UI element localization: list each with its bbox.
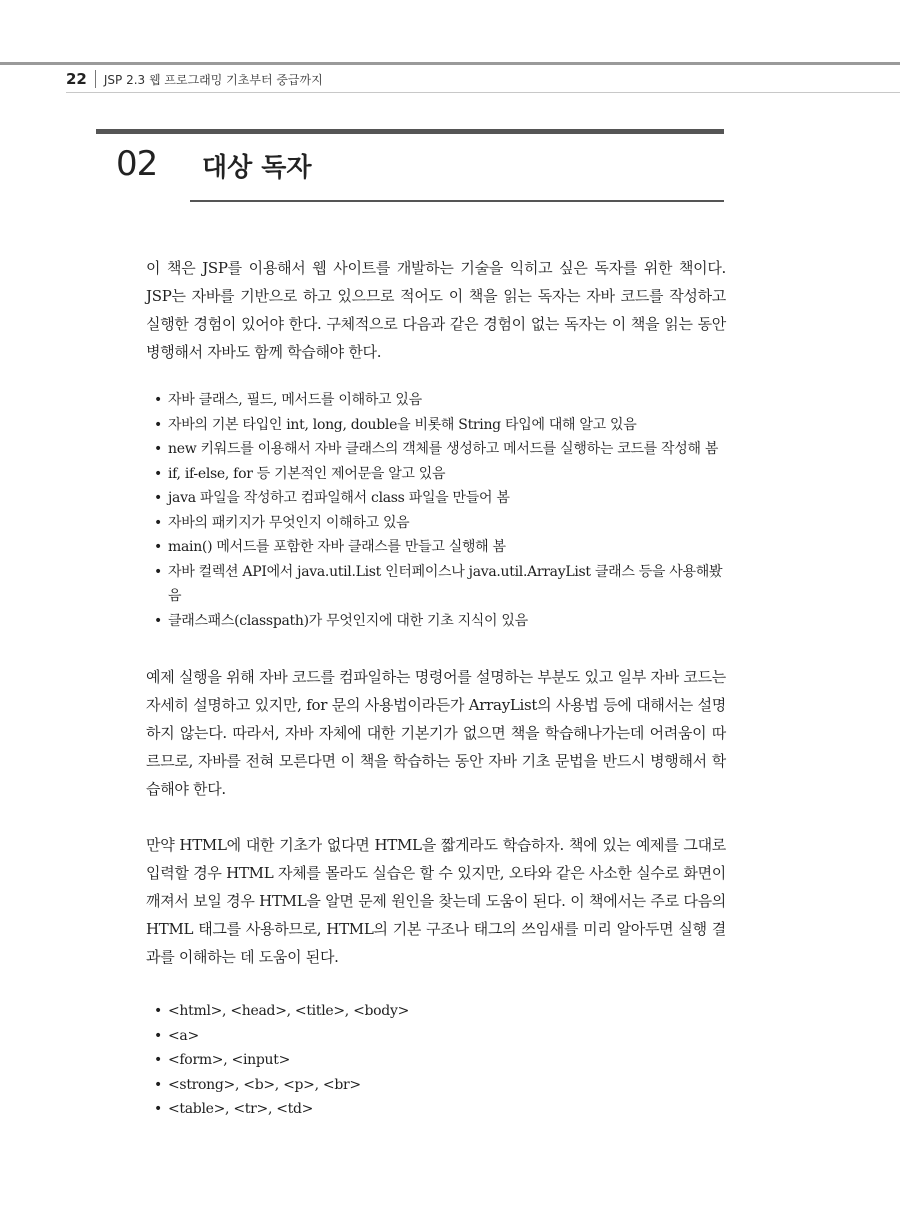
list-item (146, 486, 726, 511)
list-item-text: if, if-else, for 등 기본적인 제어문을 알고 있음 (168, 465, 446, 482)
list-item-text: <form>, <input> (168, 1052, 290, 1068)
bullet-icon: • (154, 563, 162, 580)
list-item (146, 609, 726, 634)
list-item (146, 1048, 726, 1073)
list-item (146, 511, 726, 536)
top-rule (0, 62, 900, 65)
list-item-text: 클래스패스(classpath)가 무엇인지에 대한 기초 지식이 있음 (168, 612, 528, 629)
list-item (146, 1097, 726, 1122)
list-item-text: main() 메서드를 포함한 자바 클래스를 만들고 실행해 봄 (168, 539, 506, 555)
bullet-icon: • (154, 1027, 162, 1044)
bullet-icon: • (154, 392, 162, 408)
page-number: 22 (66, 70, 87, 88)
intro-paragraph: 이 책은 JSP를 이용해서 웹 사이트를 개발하는 기술을 익히고 싶은 독자를 위한 책이다. JSP는 자바를 기반으로 하고 있으므로 적어도 이 책을 읽는 독자는 자바 코드를 작성하고 실행한 경험이 있어야 한다. 구체적으로 다음과 같은 경험이 없는 독자는 이 책을 읽는 동안 병행해서 자바도 함께 학습해야 한다. (146, 259, 726, 361)
bullet-icon: • (154, 1076, 162, 1093)
html-tags-list (146, 999, 726, 1122)
list-item (146, 1073, 726, 1098)
list-item (146, 413, 726, 438)
bullet-icon: • (154, 490, 162, 506)
list-item (146, 437, 726, 462)
header-divider (95, 70, 96, 88)
experience-list (146, 388, 726, 633)
bullet-icon: • (154, 1003, 162, 1019)
list-item (146, 560, 726, 609)
list-item-text: java 파일을 작성하고 컴파일해서 class 파일을 만들어 봄 (168, 490, 510, 506)
list-item-text: 자바 컬렉션 API에서 java.util.List 인터페이스나 java.util.ArrayList 클래스 등을 사용해봤음 (168, 563, 723, 604)
section-bar (96, 129, 724, 134)
list-item-text: 자바의 패키지가 무엇인지 이해하고 있음 (168, 514, 410, 531)
bullet-icon: • (154, 1101, 162, 1117)
bullet-icon: • (154, 539, 162, 555)
list-item-text: <html>, <head>, <title>, <body> (168, 1003, 410, 1019)
section-title: 대상 독자 (202, 153, 312, 183)
list-item (146, 999, 726, 1024)
bullet-icon: • (154, 1052, 162, 1068)
list-item-text: new 키워드를 이용해서 자바 클래스의 객체를 생성하고 메서드를 실행하는 코드를 작성해 봄 (168, 441, 719, 457)
bullet-icon: • (154, 612, 162, 629)
list-item-text: <strong>, <b>, <p>, <br> (168, 1076, 361, 1093)
html-basics-paragraph: 만약 HTML에 대한 기초가 없다면 HTML을 짧게라도 학습하자. 책에 있는 예제를 그대로 입력할 경우 HTML 자체를 몰라도 실습은 할 수 있지만, 오타와 같은 사소한 실수로 화면이 깨져서 보일 경우 HTML을 알면 문제 원인을 찾는데 도움이 된다. 이 책에서는 주로 다음의 HTML 태그를 사용하므로, HTML의 기본 구조나 태그의 쓰임새를 미리 알아두면 실행 결과를 이해하는 데 도움이 된다. (146, 836, 726, 966)
running-header (66, 67, 323, 91)
list-item-text: <a> (168, 1027, 199, 1044)
list-item-text: 자바 클래스, 필드, 메서드를 이해하고 있음 (168, 392, 422, 408)
body-content (146, 254, 726, 1122)
list-item (146, 535, 726, 560)
header-underline (66, 92, 900, 93)
book-title: JSP 2.3 웹 프로그래밍 기초부터 중급까지 (103, 72, 323, 87)
section-number: 02 (116, 144, 158, 184)
list-item-text: <table>, <tr>, <td> (168, 1101, 314, 1117)
bullet-icon: • (154, 514, 162, 531)
bullet-icon: • (154, 465, 162, 482)
list-item (146, 462, 726, 487)
list-item (146, 388, 726, 413)
bullet-icon: • (154, 416, 162, 433)
list-item-text: 자바의 기본 타입인 int, long, double을 비롯해 String 타입에 대해 알고 있음 (168, 416, 637, 433)
section-underline (190, 200, 724, 202)
list-item (146, 1024, 726, 1049)
java-basics-paragraph: 예제 실행을 위해 자바 코드를 컴파일하는 명령어를 설명하는 부분도 있고 일부 자바 코드는 자세히 설명하고 있지만, for 문의 사용법이라든가 ArrayList의 사용법 등에 대해서는 설명하지 않는다. 따라서, 자바 자체에 대한 기본기가 없으면 책을 학습해나가는데 어려움이 따르므로, 자바를 전혀 모른다면 이 책을 학습하는 동안 자바 기초 문법을 반드시 병행해서 학습해야 한다. (146, 668, 726, 798)
bullet-icon: • (154, 441, 162, 457)
